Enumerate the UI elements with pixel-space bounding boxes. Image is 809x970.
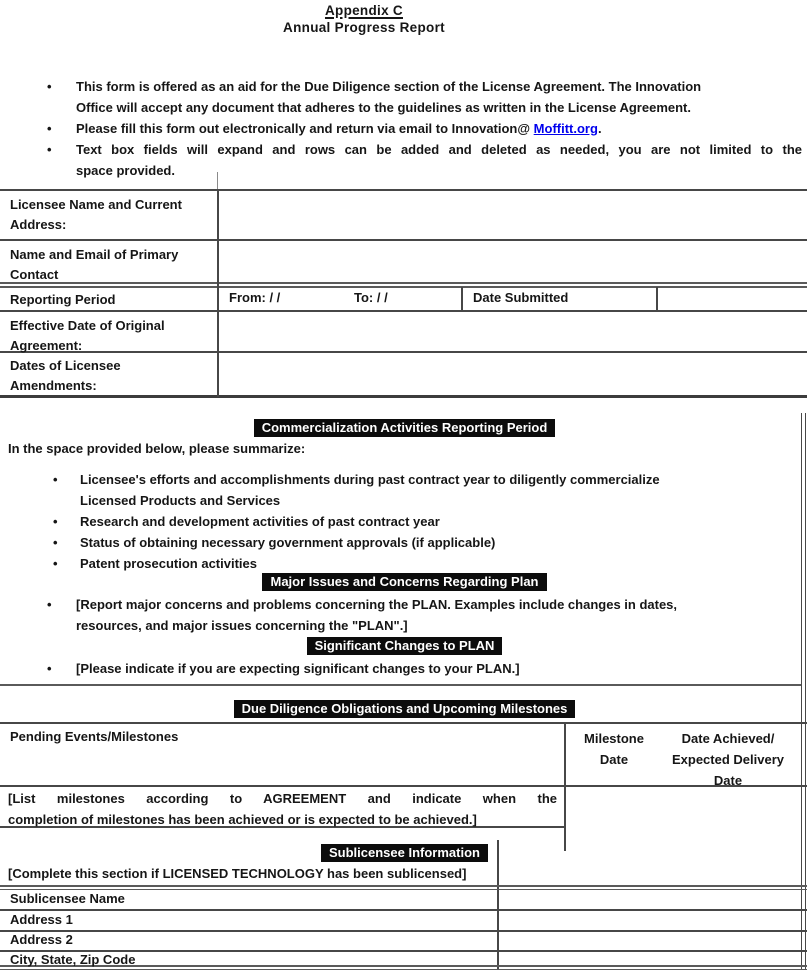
primary-contact-input-cell[interactable]: [219, 241, 807, 281]
bullet-icon: •: [47, 597, 52, 612]
significant-changes-bullet-1-text: [Please indicate if you are expecting significant changes to your PLAN.]: [76, 661, 520, 676]
major-issues-bullet-1-line-2: resources, and major issues concerning the "PLAN".]: [76, 618, 408, 633]
milestones-table-border-top: [0, 722, 807, 724]
city-state-zip-input-cell[interactable]: [499, 951, 799, 965]
bullet-icon: •: [53, 514, 58, 529]
document-title-block: [0, 2, 728, 36]
sublicensee-name-label: Sublicensee Name: [10, 891, 125, 906]
date-achieved-input-cell[interactable]: [660, 787, 799, 849]
milestones-instruction-line-2: completion of milestones has been achieved or is expected to be achieved.]: [8, 812, 477, 827]
intro-bullet-3: [47, 139, 802, 181]
intro-bullet-1-line-2: Office will accept any document that adheres to the guidelines as written in the License Agreement.: [76, 100, 691, 115]
address-2-label: Address 2: [10, 932, 73, 947]
bullet-icon: •: [47, 121, 52, 136]
major-issues-bullet-1-line-1: [Report major concerns and problems concerning the PLAN. Examples include changes in dates,: [76, 597, 678, 612]
reporting-period-input-cell[interactable]: [219, 288, 461, 310]
sublicensee-name-input-cell[interactable]: [499, 890, 799, 909]
date-achieved-column-header: [658, 728, 798, 791]
milestone-date-column-header: [570, 728, 658, 770]
milestones-instruction-cell: [8, 788, 557, 830]
bullet-icon: •: [47, 661, 52, 676]
moffitt-email-link[interactable]: Moffitt.org: [533, 121, 598, 136]
pending-events-column-header: Pending Events/Milestones: [10, 729, 179, 744]
intro-bullet-2-text: Please fill this form out electronically and return via email to Innovation@: [76, 121, 534, 136]
commercialization-bullet-4-text: Patent prosecution activities: [80, 556, 257, 571]
sublicensee-header-row: [0, 844, 809, 862]
commercialization-bullet-3: [53, 532, 800, 553]
due-diligence-section-header: Due Diligence Obligations and Upcoming Milestones: [234, 700, 576, 718]
address-1-label: Address 1: [10, 912, 73, 927]
intro-bullet-2: [47, 118, 802, 139]
middle-section-bottom-border: [0, 684, 801, 686]
date-achieved-header-line-1: Date Achieved/: [681, 731, 775, 746]
significant-changes-header-row: [0, 637, 809, 655]
milestone-date-header-line-2: Date: [599, 752, 629, 767]
report-heading: Annual Progress Report: [283, 20, 445, 35]
commercialization-bullet-2-text: Research and development activities of past contract year: [80, 514, 440, 529]
commercialization-bullet-1-line-2: Licensed Products and Services: [80, 493, 281, 508]
city-state-zip-label: City, State, Zip Code: [10, 952, 136, 967]
appendix-heading: Appendix C: [324, 3, 403, 18]
intro-bullet-3-line-1: Text box fields will expand and rows can be added and deleted as needed, you are not limited to the: [76, 142, 802, 157]
licensee-name-input-cell[interactable]: [219, 191, 807, 238]
significant-changes-section-header: Significant Changes to PLAN: [307, 637, 503, 655]
date-achieved-header-line-3: Date: [713, 773, 743, 788]
licensee-name-label: Licensee Name and Current Address:: [10, 197, 182, 232]
bullet-icon: •: [53, 472, 58, 487]
due-diligence-header-row: [0, 700, 809, 718]
major-issues-bullet-1: [47, 594, 802, 636]
sublicensee-section-header: Sublicensee Information: [321, 844, 488, 862]
commercialization-bullet-4: [53, 553, 800, 574]
amendment-dates-label: Dates of Licensee Amendments:: [10, 358, 121, 393]
address-1-input-cell[interactable]: [499, 911, 799, 930]
bullet-icon: •: [47, 142, 52, 157]
effective-date-input-cell[interactable]: [219, 312, 807, 350]
date-submitted-input-cell[interactable]: [658, 288, 806, 310]
sublicensee-note: [Complete this section if LICENSED TECHNOLOGY has been sublicensed]: [8, 866, 467, 881]
milestone-date-header-line-1: Milestone: [584, 731, 644, 746]
address-2-input-cell[interactable]: [499, 931, 799, 950]
commercialization-bullet-3-text: Status of obtaining necessary government approvals (if applicable): [80, 535, 496, 550]
to-date-label: To: / /: [354, 290, 388, 305]
bullet-icon: •: [53, 535, 58, 550]
date-submitted-label: Date Submitted: [473, 290, 569, 305]
column-tick-mark: [217, 172, 218, 190]
intro-bullet-3-line-2: space provided.: [76, 163, 175, 178]
date-achieved-header-line-2: Expected Delivery: [671, 752, 784, 767]
amendment-dates-input-cell[interactable]: [219, 353, 807, 394]
significant-changes-bullet-1: [47, 658, 802, 679]
summarize-instruction: In the space provided below, please summarize:: [8, 441, 306, 456]
from-date-label: From: / /: [229, 290, 281, 305]
intro-bullet-1: [47, 76, 802, 118]
primary-contact-label: Name and Email of Primary Contact: [10, 247, 179, 282]
commercialization-section-header: Commercialization Activities Reporting Period: [254, 419, 556, 437]
bullet-icon: •: [53, 556, 58, 571]
intro-bullet-2-period: .: [597, 121, 602, 136]
reporting-period-divider: [461, 287, 463, 311]
intro-bullet-1-line-1: This form is offered as an aid for the Due Diligence section of the License Agreement. The Innovation: [76, 79, 702, 94]
commercialization-bullet-1: [53, 469, 800, 511]
commercialization-bullet-1-line-1: Licensee's efforts and accomplishments during past contract year to diligently commercialize: [80, 472, 660, 487]
commercialization-header-row: [0, 419, 809, 437]
effective-date-label: Effective Date of Original Agreement:: [10, 318, 165, 353]
sublicensee-table-top-border-a: [0, 885, 807, 887]
commercialization-bullet-2: [53, 511, 800, 532]
reporting-period-label: Reporting Period: [10, 292, 116, 307]
major-issues-section-header: Major Issues and Concerns Regarding Plan: [262, 573, 546, 591]
milestones-instruction-line-1: [List milestones according to AGREEMENT and indicate when the: [8, 791, 557, 806]
major-issues-header-row: [0, 573, 809, 591]
milestone-date-input-cell[interactable]: [566, 787, 658, 849]
bullet-icon: •: [47, 79, 52, 94]
